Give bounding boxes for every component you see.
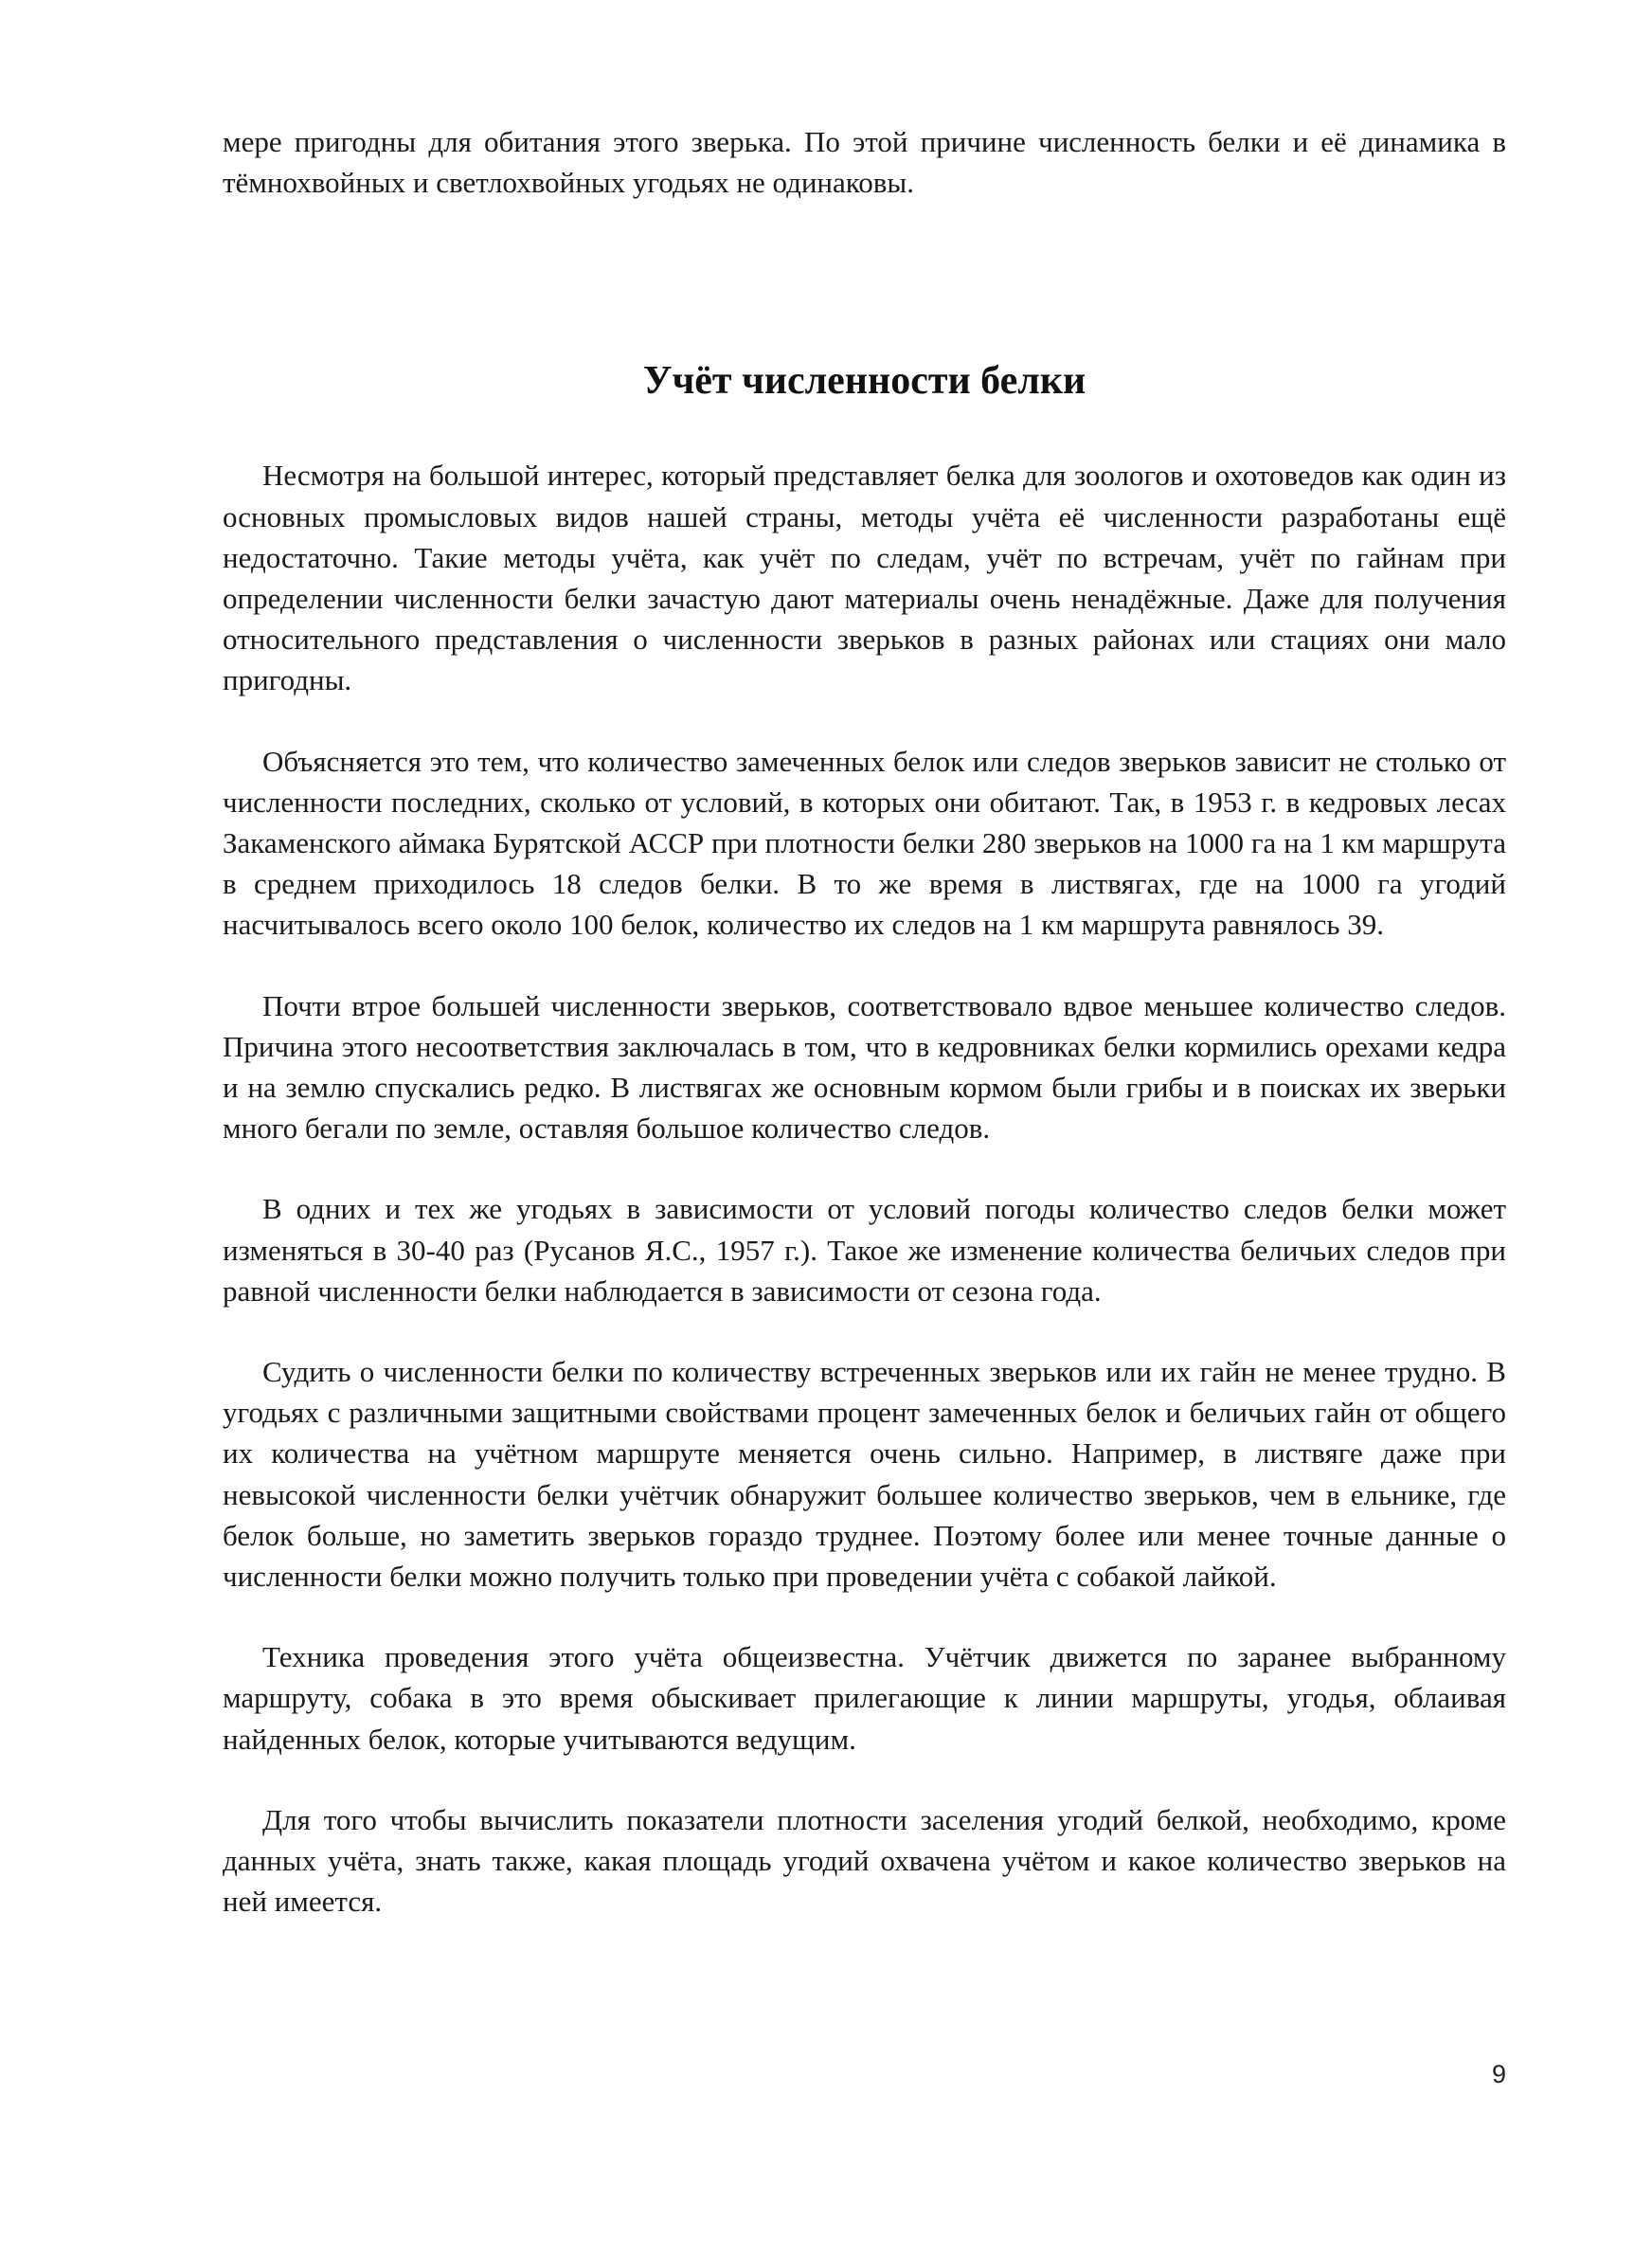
paragraph: Объясняется это тем, что количество замеченных белок или следов зверьков зависит не столько от численности последних, сколько от условий, в которых они обитают. Так, в 1953 г. в кедровых лесах Закаменского аймака Бурятской АССР при плотности белки 280 зверьков на 1000 га на 1 км маршрута в среднем приходилось 18 следов белки. В то же время в листвягах, где на 1000 га угодий насчитывалось всего около 100 белок, количество их следов на 1 км маршрута равнялось 39. [223, 744, 1506, 942]
spacer [223, 1148, 1506, 1188]
paragraph: Для того чтобы вычислить показатели плотности заселения угодий белкой, необходимо, кроме данных учёта, знать также, какая площадь угодий охвачена учётом и какое количество зверьков на ней имеется. [223, 1802, 1506, 1919]
spacer [223, 1760, 1506, 1799]
spacer [223, 407, 1506, 455]
paragraph: Несмотря на большой интерес, который представляет белка для зоологов и охотоведов как один из основных промысловых видов нашей страны, методы учёта её численности разработаны ещё недостаточно. Такие методы учёта, как учёт по следам, учёт по встречам, учёт по гайнам при определении численности белки зачастую дают материалы очень ненадёжные. Даже для получения относительного представления о численности зверьков в разных районах или стациях они мало пригодны. [223, 459, 1506, 697]
paragraph: Техника проведения этого учёта общеизвестна. Учётчик движется по заранее выбранному маршруту, собака в это время обыскивает прилегающие к линии маршруты, угодья, облаивая найденных белок, которые учитываются ведущим. [223, 1640, 1506, 1756]
paragraph: Судить о численности белки по количеству встреченных зверьков или их гайн не менее трудно. В угодьях с различными защитными свойствами процент замеченных белок и беличьих гайн от общего их количества на учётном маршруте меняется очень сильно. Например, в листвяге даже при невысокой численности белки учётчик обнаружит большее количество зверьков, чем в ельнике, где белок больше, но заметить зверьков гораздо труднее. Поэтому более или менее точные данные о численности белки можно получить только при проведении учёта с собакой лайкой. [223, 1355, 1506, 1594]
section-title: Учёт численности белки [642, 359, 1086, 404]
page-number: 9 [1491, 2060, 1506, 2088]
paragraph: В одних и тех же угодьях в зависимости от условий погоды количество следов белки может изменяться в 30-40 раз (Русанов Я.С., 1957 г.). Такое же изменение количества беличьих следов при равной численности белки наблюдается в зависимости от сезона года. [223, 1192, 1506, 1308]
spacer [223, 701, 1506, 741]
spacer [223, 1597, 1506, 1636]
spacer [223, 1311, 1506, 1351]
document-page [223, 121, 1506, 1923]
paragraph: Почти втрое большей численности зверьков, соответствовало вдвое меньшее количество следов. Причина этого несоответствия заключалась в том, что в кедровниках белки кормились орехами кедра и на землю спускались редко. В листвягах же основным кормом были грибы и в поисках их зверьки много бегали по земле, оставляя большое количество следов. [223, 988, 1506, 1146]
continuation-paragraph: мере пригодны для обитания этого зверька. По этой причине численность белки и её динамика в тёмнохвойных и светлохвойных угодьях не одинаковы. [223, 125, 1506, 200]
spacer [223, 946, 1506, 985]
spacer [223, 203, 1506, 354]
